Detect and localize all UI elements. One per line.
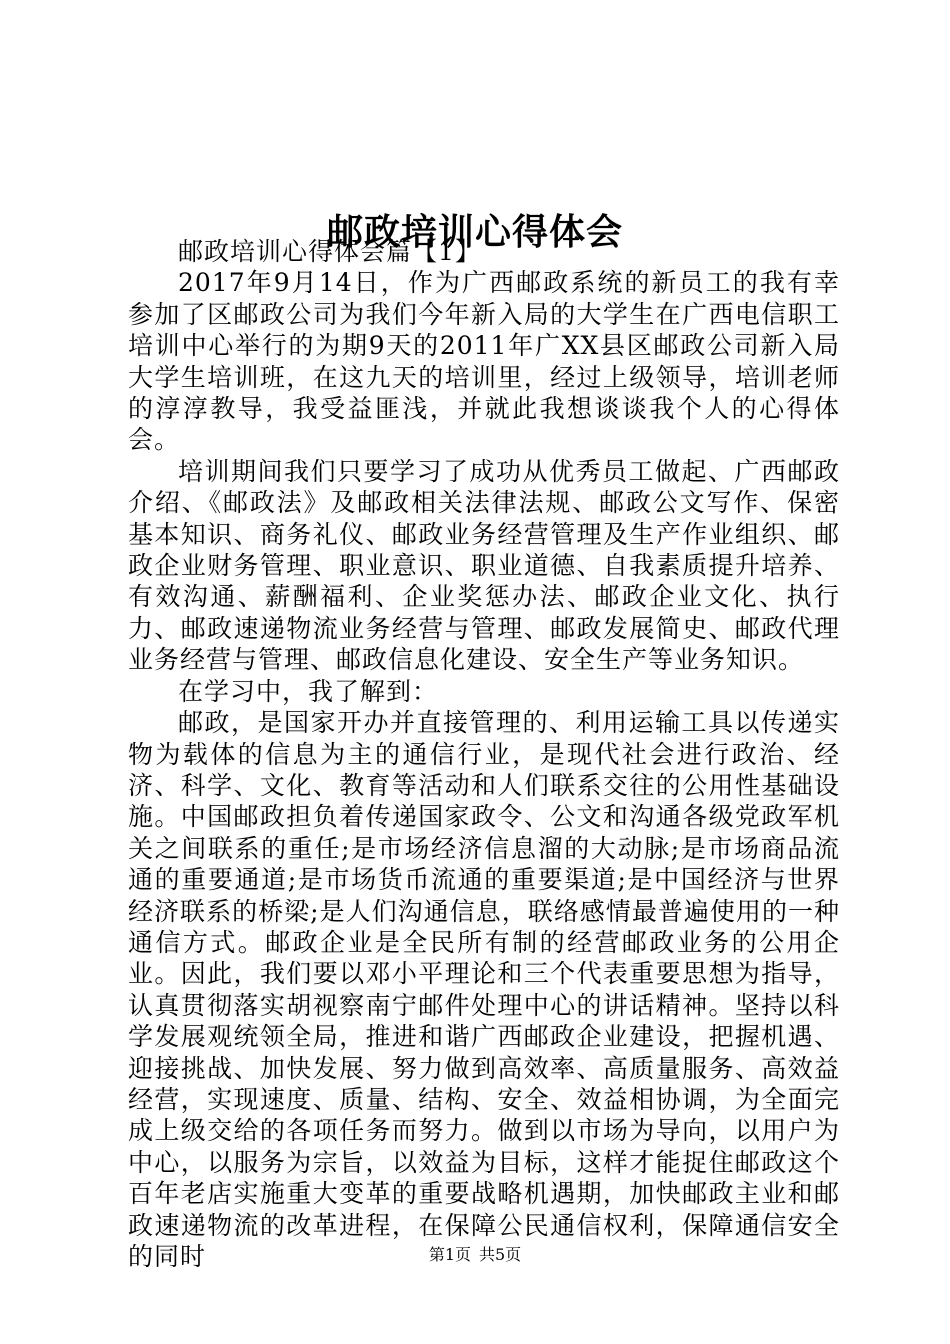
page-footer [0,1244,950,1266]
page-number: 第1页 [428,1245,471,1264]
document-title: 邮政培训心得体会 [326,211,623,254]
paragraph-intro: 2017年9月14日，作为广西邮政系统的新员工的我有幸参加了区邮政公司为我们今年新入局的大学生在广西电信职工培训中心举行的为期9天的2011年广XX县区邮政公司新入局大学生培训班，在这九天的培训里，经过上级领导，培训老师的淳淳教导，我受益匪浅，并就此我想谈谈我个人的心得体会。 [128,268,840,455]
section-heading: 邮政培训心得体会篇【1】 [178,237,481,266]
paragraph-training-content: 培训期间我们只要学习了成功从优秀员工做起、广西邮政介绍、《邮政法》及邮政相关法律法规、邮政公文写作、保密基本知识、商务礼仪、邮政业务经营管理及生产作业组织、邮政企业财务管理、职业意识、职业道德、自我素质提升培养、有效沟通、薪酬福利、企业奖惩办法、邮政企业文化、执行力、邮政速递物流业务经营与管理、邮政发展简史、邮政代理业务经营与管理、邮政信息化建设、安全生产等业务知识。 [128,456,840,675]
page-total: 共5页 [479,1245,522,1264]
paragraph-postal-description: 邮政，是国家开办并直接管理的、利用运输工具以传递实物为载体的信息为主的通信行业，是现代社会进行政治、经济、科学、文化、教育等活动和人们联系交往的公用性基础设施。中国邮政担负着传递国家政令、公文和沟通各级党政军机关之间联系的重任;是市场经济信息溜的大动脉;是市场商品流通的重要通道;是市场货币流通的重要渠道;是中国经济与世界经济联系的桥梁;是人们沟通信息，联络感情最普遍使用的一种通信方式。邮政企业是全民所有制的经营邮政业务的公用企业。因此，我们要以邓小平理论和三个代表重要思想为指导，认真贯彻落实胡视察南宁邮件处理中心的讲话精神。坚持以科学发展观统领全局，推进和谐广西邮政企业建设，把握机遇、迎接挑战、加快发展、努力做到高效率、高质量服务、高效益经营，实现速度、质量、结构、安全、效益相协调，为全面完成上级交给的各项任务而努力。做到以市场为导向，以用户为中心，以服务为宗旨，以效益为目标，这样才能捉住邮政这个百年老店实施重大变革的重要战略机遇期，加快邮政主业和邮政速递物流的改革进程，在保障公民通信权利，保障通信安全的同时 [128,708,840,1271]
document-body [128,236,840,1272]
paragraph-learning-lead: 在学习中，我了解到： [178,676,439,706]
